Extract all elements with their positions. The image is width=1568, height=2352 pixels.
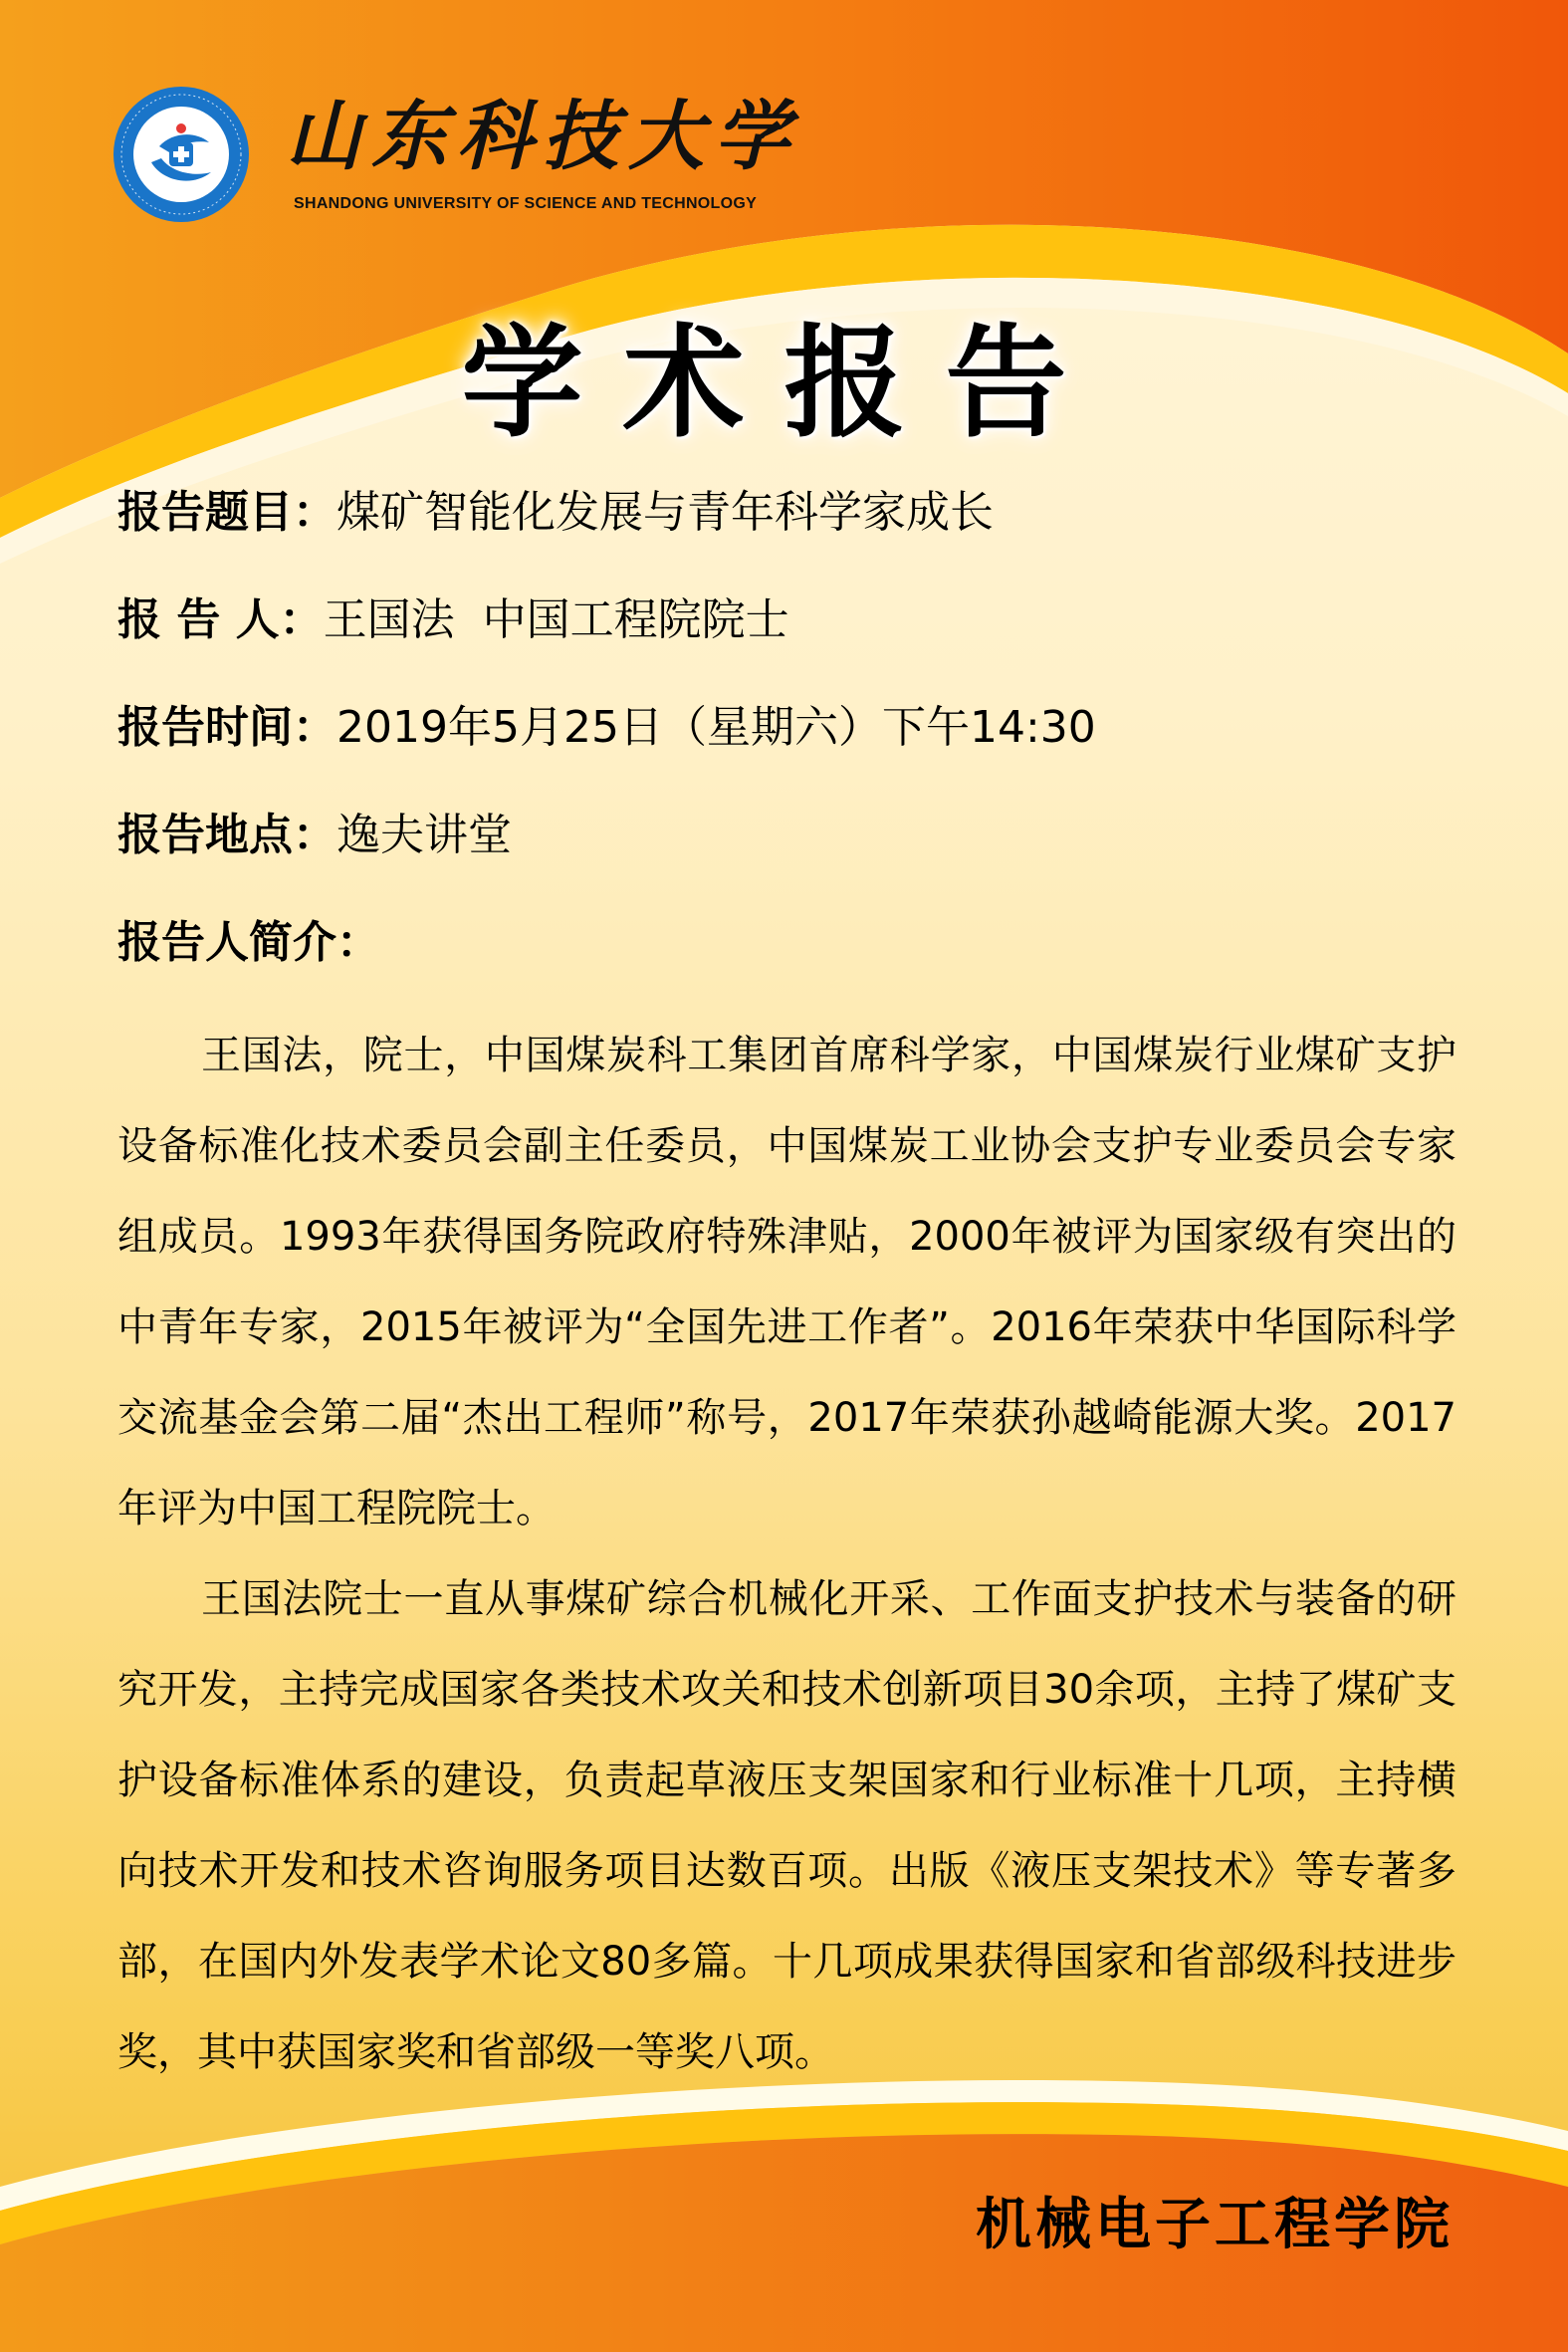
speaker-row [117,590,1096,698]
speaker-value: 王国法 中国工程院院士 [323,594,789,645]
time-row [117,698,1096,806]
topic-row [117,483,1096,590]
intro-label: 报告人简介： [117,917,380,968]
university-logo [112,85,251,224]
place-value: 逸夫讲堂 [336,810,512,860]
time-label: 报告时间： [117,702,336,753]
time-value: 2019年5月25日（星期六）下午14:30 [336,702,1096,753]
university-name-en: SHANDONG UNIVERSITY OF SCIENCE AND TECHNOLOGY [294,195,758,212]
report-info [117,483,1096,1021]
organizer: 机械电子工程学院 [976,2193,1454,2257]
university-name-cn: 山东科技大学 [286,92,799,180]
page-title: 学术报告 [461,313,1107,454]
intro-row [117,913,1096,1021]
topic-value: 煤矿智能化发展与青年科学家成长 [336,487,994,538]
speaker-label: 报 告 人： [117,594,324,645]
bio-paragraph: 王国法，院士，中国煤炭科工集团首席科学家，中国煤炭行业煤矿支护设备标准化技术委员会副主任委员，中国煤炭工业协会支护专业委员会专家组成员。1993年获得国务院政府特殊津贴，2000年被评为国家级有突出的中青年专家，2015年被评为“全国先进工作者”。2016年荣获中华国际科学交流基金会第二届“杰出工程师”称号，2017年荣获孙越崎能源大奖。2017年评为中国工程院院士。 [117,1033,1456,1531]
place-label: 报告地点： [117,810,336,860]
header [112,85,828,224]
place-row [117,806,1096,913]
speaker-bio [117,1011,1456,2098]
bio-paragraph: 王国法院士一直从事煤矿综合机械化开采、工作面支护技术与装备的研究开发，主持完成国家各类技术攻关和技术创新项目30余项，主持了煤矿支护设备标准体系的建设，负责起草液压支架国家和行业标准十几项，主持横向技术开发和技术咨询服务项目达数百项。出版《液压支架技术》等专著多部，在国内外发表学术论文80多篇。十几项成果获得国家和省部级科技进步奖，其中获国家奖和省部级一等奖八项。 [117,1576,1456,2075]
topic-label: 报告题目： [117,487,336,538]
